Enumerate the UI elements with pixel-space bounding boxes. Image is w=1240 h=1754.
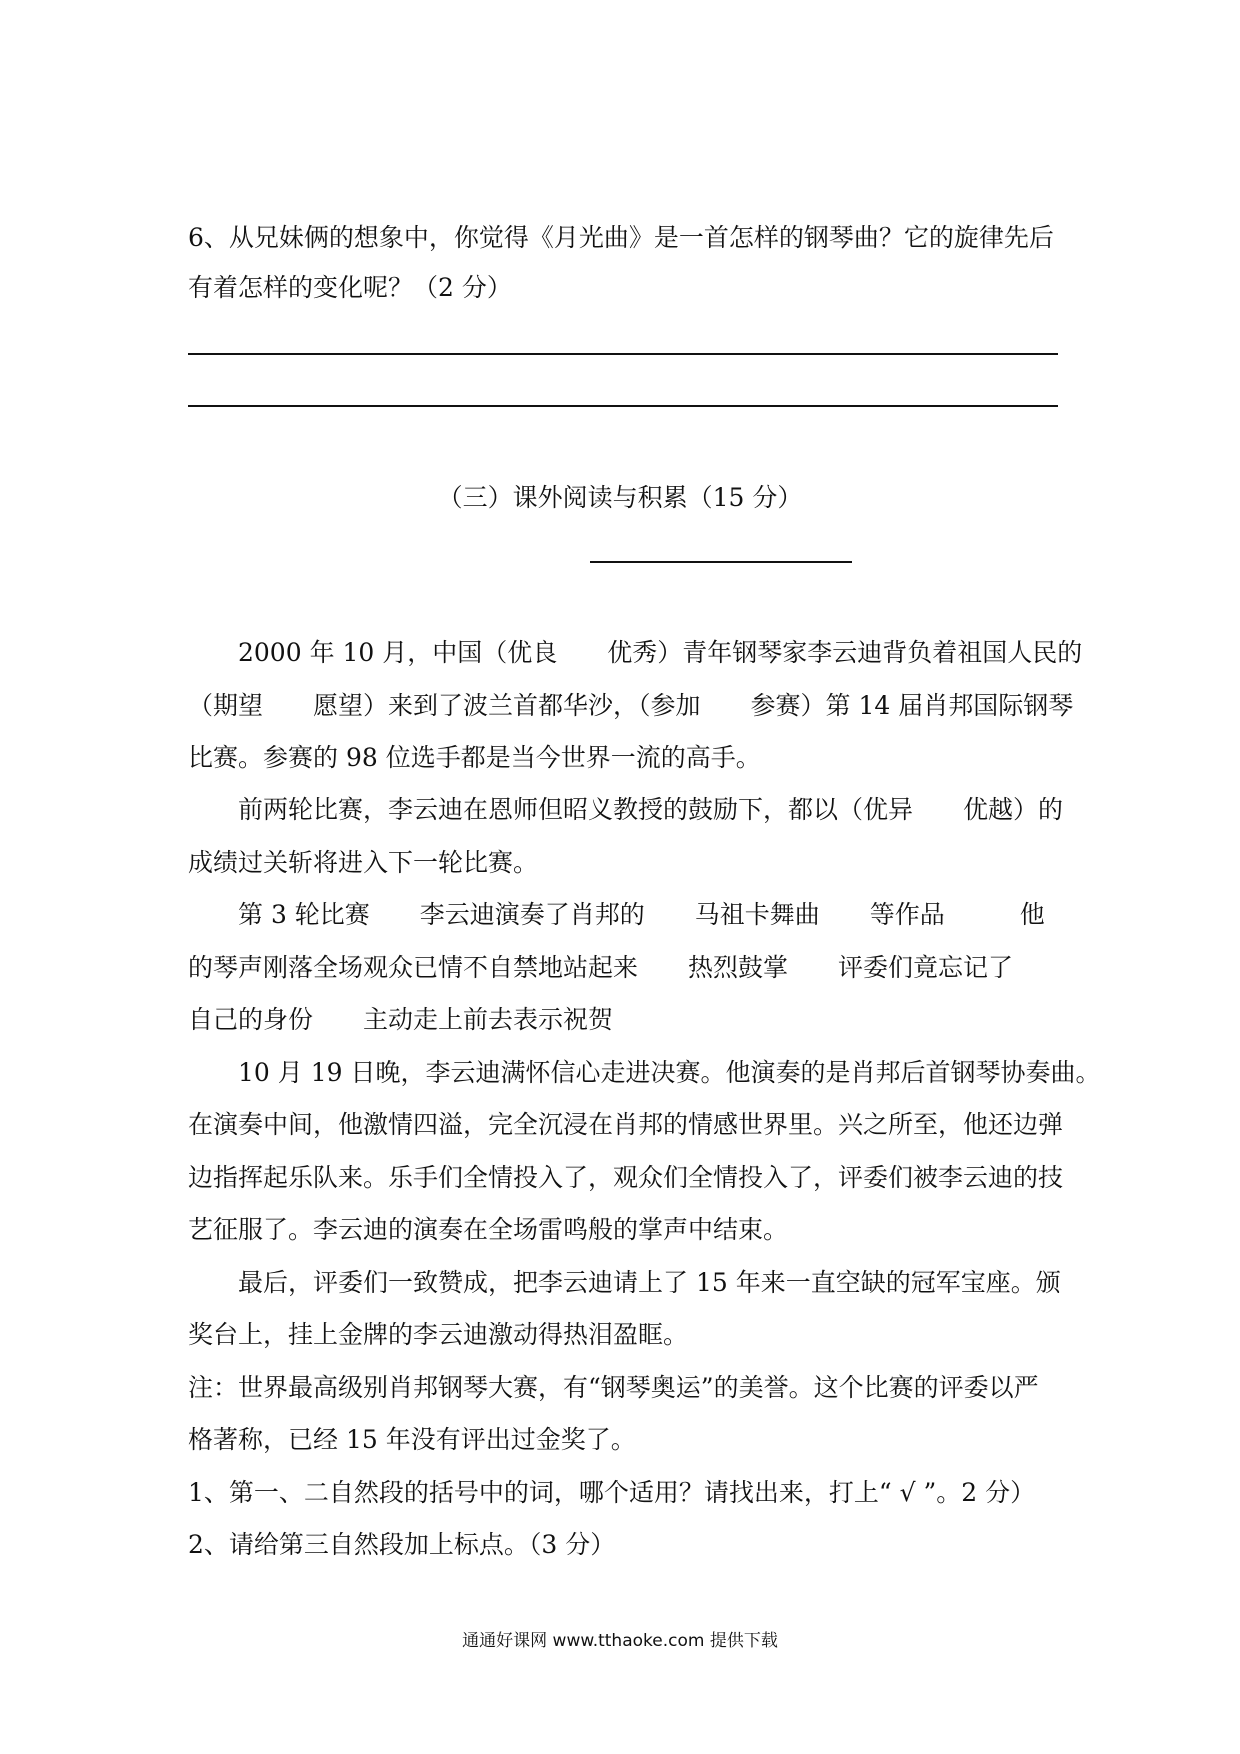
question-2: 2、请给第三自然段加上标点。（3 分） <box>188 1530 616 1559</box>
passage-p4-line-2: 在演奏中间，他激情四溢，完全沉浸在肖邦的情感世界里。兴之所至，他还边弹 <box>188 1110 1064 1139</box>
passage-p4-line-1: 10 月 19 日晚，李云迪满怀信心走进决赛。他演奏的是肖邦后首钢琴协奏曲。 <box>238 1058 1101 1087</box>
title-blank-line[interactable] <box>590 561 852 563</box>
answer-line-1[interactable] <box>188 353 1058 355</box>
passage-p5-line-2: 奖台上，挂上金牌的李云迪激动得热泪盈眶。 <box>188 1320 689 1349</box>
passage-p2-line-2: 成绩过关斩将进入下一轮比赛。 <box>188 848 539 877</box>
passage-p3-line-3: 自己的身份 主动走上前去表示祝贺 <box>188 1005 614 1034</box>
question-1: 1、第一、二自然段的括号中的词，哪个适用？请找出来，打上“ √ ”。2 分） <box>188 1478 1036 1507</box>
section-title: （三）课外阅读与积累（15 分） <box>437 483 803 512</box>
question-6-line-2: 有着怎样的变化呢？（2 分） <box>188 273 512 302</box>
passage-p3-line-1: 第 3 轮比赛 李云迪演奏了肖邦的 马祖卡舞曲 等作品 他 <box>238 900 1045 929</box>
passage-note-line-2: 格著称，已经 15 年没有评出过金奖了。 <box>188 1425 636 1454</box>
question-6-line-1: 6、从兄妹俩的想象中，你觉得《月光曲》是一首怎样的钢琴曲？它的旋律先后 <box>188 223 1054 252</box>
passage-p3-line-2: 的琴声刚落全场观众已情不自禁地站起来 热烈鼓掌 评委们竟忘记了 <box>188 953 1014 982</box>
passage-p5-line-1: 最后，评委们一致赞成，把李云迪请上了 15 年来一直空缺的冠军宝座。颁 <box>238 1268 1061 1297</box>
passage-p1-line-2: （期望 愿望）来到了波兰首都华沙，（参加 参赛）第 14 届肖邦国际钢琴 <box>188 691 1074 720</box>
passage-note-line-1: 注：世界最高级别肖邦钢琴大赛，有“钢琴奥运”的美誉。这个比赛的评委以严 <box>188 1373 1039 1402</box>
answer-line-2[interactable] <box>188 405 1058 407</box>
passage-p2-line-1: 前两轮比赛，李云迪在恩师但昭义教授的鼓励下，都以（优异 优越）的 <box>238 795 1064 824</box>
passage-p1-line-1: 2000 年 10 月，中国（优良 优秀）青年钢琴家李云迪背负着祖国人民的 <box>238 638 1083 667</box>
passage-p4-line-3: 边指挥起乐队来。乐手们全情投入了，观众们全情投入了，评委们被李云迪的技 <box>188 1163 1064 1192</box>
page-footer: 通通好课网 www.tthaoke.com 提供下载 <box>462 1631 778 1651</box>
passage-p1-line-3: 比赛。参赛的 98 位选手都是当今世界一流的高手。 <box>188 743 761 772</box>
passage-p4-line-4: 艺征服了。李云迪的演奏在全场雷鸣般的掌声中结束。 <box>188 1215 789 1244</box>
